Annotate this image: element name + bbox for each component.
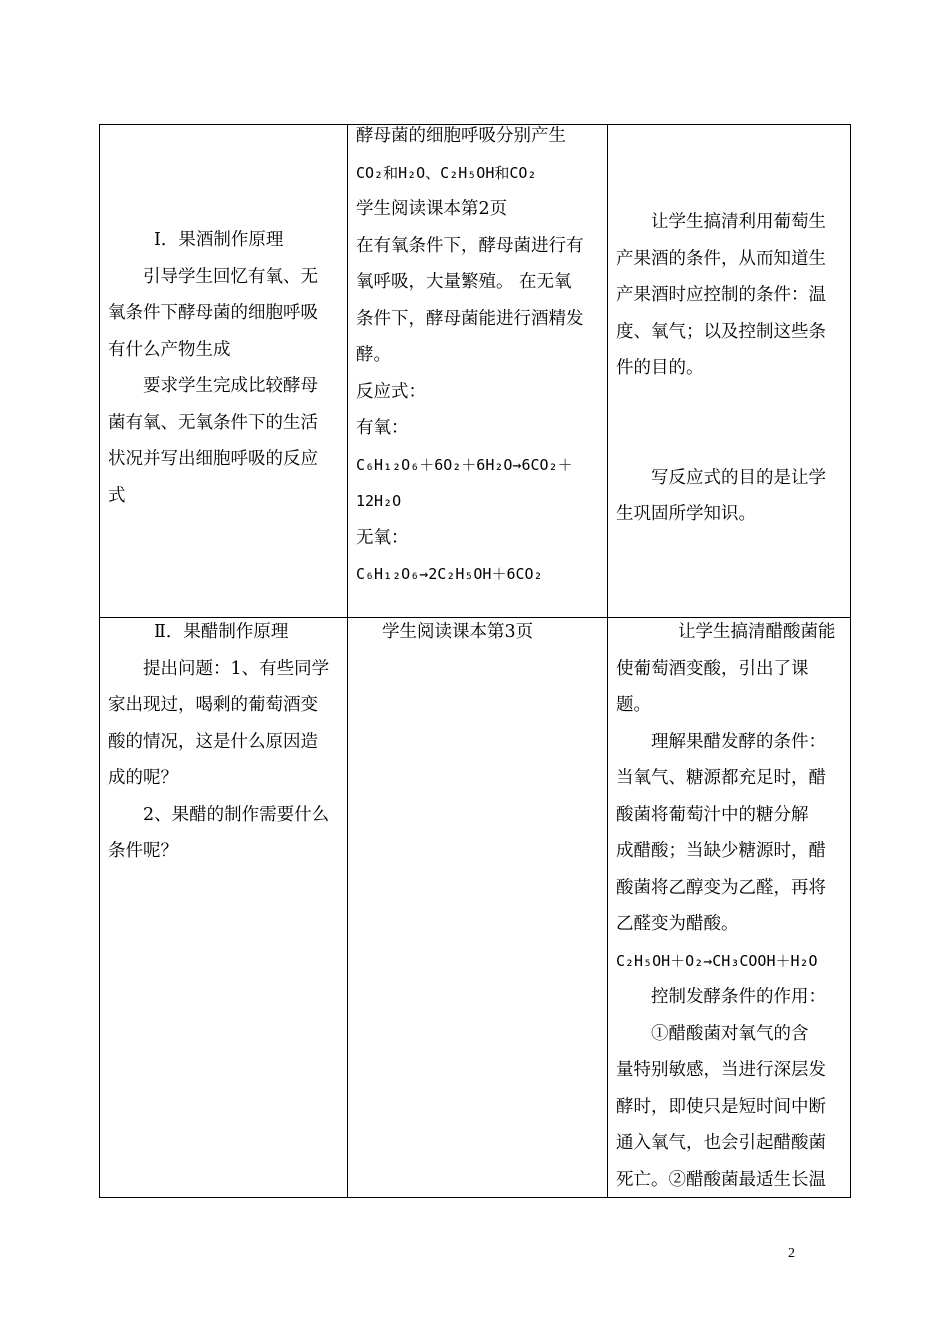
text-line: 学生阅读课本第2页 (356, 199, 508, 219)
row1-col3-cell (608, 204, 851, 533)
text-line: 式 (108, 485, 126, 506)
blank-line (616, 423, 843, 460)
text-line: 在有氧条件下，酵母菌进行有 (356, 235, 584, 256)
text-line: 酵时，即使只是短时间中断 (616, 1096, 826, 1117)
text-line: 乙醛变为醋酸。 (616, 914, 739, 934)
text-line: 写反应式的目的是让学 (651, 467, 826, 488)
text-line: 家出现过，喝剩的葡萄酒变 (108, 695, 318, 715)
row2-col3-cell (608, 614, 851, 1198)
text-line: 无氧： (356, 527, 409, 548)
text-line: 让学生搞清醋酸菌能 (678, 622, 836, 642)
text-line: 菌有氧、无氧条件下的生活 (108, 412, 318, 433)
text-line: 当氧气、糖源都充足时，醋 (616, 768, 826, 788)
text-line: 产果酒的条件，从而知道生 (616, 248, 826, 269)
row1-col2-cell (348, 118, 607, 593)
text-line: 氧条件下酵母菌的细胞呼吸 (108, 303, 318, 323)
text-line: 学生阅读课本第3页 (382, 622, 534, 642)
text-line: 度、氧气；以及控制这些条 (616, 321, 826, 342)
text-line: 酸菌将葡萄汁中的糖分解 (616, 804, 809, 825)
text-line: 生巩固所学知识。 (616, 504, 756, 524)
text-line: 理解果醋发酵的条件： (651, 731, 826, 752)
text-line: 有氧： (356, 418, 409, 438)
text-line: 酸的情况，这是什么原因造 (108, 731, 318, 752)
text-line: 有什么产物生成 (108, 339, 231, 360)
page-number: 2 (788, 1246, 795, 1261)
text-line: 使葡萄酒变酸，引出了课 (616, 658, 809, 679)
row2-col1-cell (100, 614, 347, 870)
row1-col1-cell (100, 222, 347, 514)
blank-line (616, 387, 843, 424)
text-line: 成的呢？ (108, 768, 178, 788)
text-line: 让学生搞清利用葡萄生 (651, 212, 826, 232)
text-line: 氧呼吸，大量繁殖。 在无氧 (356, 272, 572, 292)
formula-aerobic-cont: 12H₂O (356, 492, 402, 510)
text-line: ①醋酸菌对氧气的含 (651, 1023, 809, 1044)
text-line: 状况并写出细胞呼吸的反应 (108, 449, 318, 469)
text-line: 通入氧气，也会引起醋酸菌 (616, 1133, 826, 1153)
text-line: 条件呢？ (108, 841, 178, 861)
text-line: 2、果醋的制作需要什么 (143, 804, 330, 825)
text-line: 引导学生回忆有氧、无 (143, 266, 318, 287)
formula-acetic: C₂H₅OH＋O₂→CH₃COOH＋H₂O (616, 951, 818, 970)
text-line: 提出问题：1、有些同学 (143, 658, 330, 679)
row2-col2-cell (348, 614, 607, 651)
text-line: 件的目的。 (616, 358, 704, 378)
text-line: 酸菌将乙醇变为乙醛，再将 (616, 877, 826, 898)
text-line: 死亡。②醋酸菌最适生长温 (616, 1169, 826, 1190)
text-line: 控制发酵条件的作用： (651, 987, 826, 1007)
formula-anaerobic: C₆H₁₂O₆→2C₂H₅OH＋6CO₂ (356, 565, 543, 583)
text-line: 条件下，酵母菌能进行酒精发 (356, 308, 584, 329)
text-line: 反应式： (356, 381, 426, 402)
formula-aerobic: C₆H₁₂O₆＋6O₂＋6H₂O→6CO₂＋ (356, 455, 573, 474)
text-line: 酵。 (356, 345, 391, 365)
section-title-vinegar: Ⅱ．果醋制作原理 (154, 622, 289, 642)
text-line: 量特别敏感，当进行深层发 (616, 1060, 826, 1080)
text-line: 题。 (616, 695, 651, 715)
text-line: 成醋酸；当缺少糖源时，醋 (616, 841, 826, 861)
section-title-wine: Ⅰ．果酒制作原理 (154, 230, 284, 250)
text-line: 酵母菌的细胞呼吸分别产生 (356, 126, 566, 146)
text-line: 要求学生完成比较酵母 (143, 376, 318, 396)
text-line: 产果酒时应控制的条件：温 (616, 285, 826, 305)
formula-line: CO₂和H₂O、C₂H₅OH和CO₂ (356, 163, 537, 182)
